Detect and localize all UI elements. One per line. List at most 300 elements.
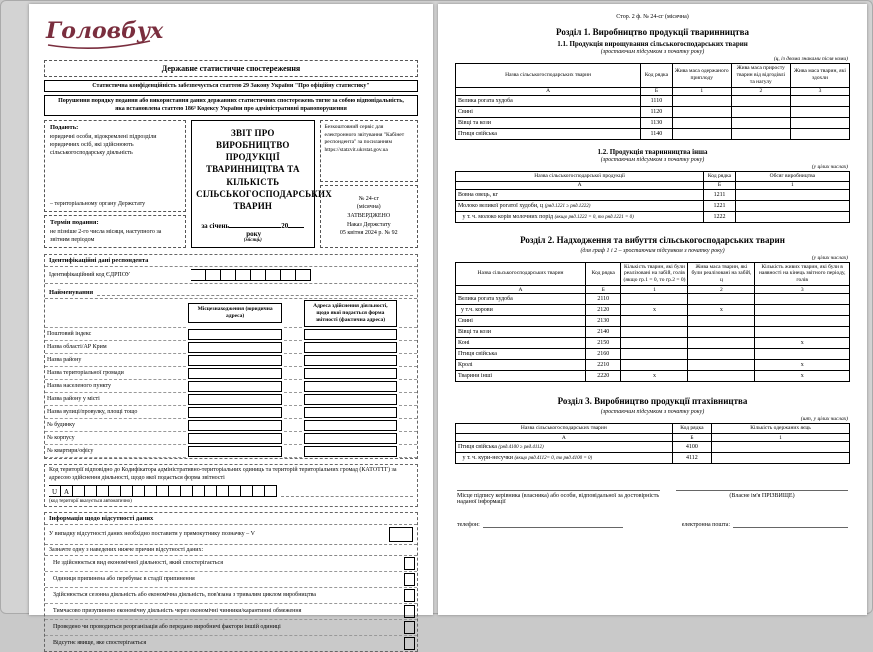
- address-row: [45, 341, 417, 354]
- absence-reason-checkbox[interactable]: [404, 621, 415, 634]
- letter-cell: Б: [586, 286, 621, 294]
- katottg-trailing-line: [281, 487, 413, 497]
- address-row-label: Назва району у місті: [45, 393, 186, 406]
- value-cell[interactable]: х: [688, 305, 755, 316]
- col-header: Кількість тварин, які були реалізовані на забій, голів (якщо гр.1 = 0, то гр.2 = 0): [621, 262, 688, 286]
- row-code: 1110: [641, 95, 673, 106]
- actual-address-input[interactable]: [304, 407, 397, 418]
- period-year: 20: [281, 222, 289, 230]
- col-header: Назва сільськогосподарських тварин: [456, 64, 641, 88]
- section3-title: Розділ 3. Виробництво продукції птахівництва: [557, 396, 748, 407]
- legal-address-header: Місцезнаходження (юридична адреса): [188, 303, 281, 323]
- absence-reason-checkbox[interactable]: [404, 637, 415, 650]
- absence-title: Інформація щодо відсутності даних: [45, 513, 417, 525]
- legal-address-input[interactable]: [188, 420, 281, 431]
- actual-address-input[interactable]: [304, 329, 397, 340]
- address-gap: [399, 328, 417, 341]
- edrpou-code-cells: [191, 269, 311, 281]
- value-cell[interactable]: [731, 128, 790, 139]
- address-row: [45, 406, 417, 419]
- edrpou-code-cell[interactable]: [266, 269, 281, 281]
- address-gap: [284, 299, 302, 328]
- katottg-code-cell[interactable]: [217, 485, 229, 497]
- actual-address-input[interactable]: [304, 433, 397, 444]
- katottg-code-cell[interactable]: [133, 485, 145, 497]
- value-cell[interactable]: [688, 371, 755, 382]
- katottg-code-cell[interactable]: [253, 485, 265, 497]
- animal-name: Кролі: [456, 360, 586, 371]
- value-cell[interactable]: х: [755, 371, 850, 382]
- address-gap: [284, 328, 302, 341]
- term-text: не пізніше 2-го числа місяця, наступного за звітним періодом: [50, 228, 162, 243]
- value-cell[interactable]: [688, 294, 755, 305]
- value-cell[interactable]: [731, 117, 790, 128]
- ident-section-title: Ідентифікаційні дані респондента: [45, 255, 417, 267]
- table-row: [456, 349, 850, 360]
- value-cell[interactable]: [790, 117, 849, 128]
- report-title-box: [191, 120, 332, 248]
- address-gap: [399, 367, 417, 380]
- edrpou-code-cell[interactable]: [281, 269, 296, 281]
- animal-name: Тварини інші: [456, 371, 586, 382]
- logo-text: Головбух: [46, 18, 164, 44]
- address-gap: [284, 367, 302, 380]
- value-cell[interactable]: [621, 349, 688, 360]
- katottg-code-cell[interactable]: [265, 485, 277, 497]
- absence-reason-label: Відсутнє явище, яке спостерігається: [53, 640, 147, 647]
- row-code: 2110: [586, 294, 621, 305]
- actual-address-input[interactable]: [304, 420, 397, 431]
- animal-name: Птиця свійська: [456, 128, 641, 139]
- legal-address-input[interactable]: [188, 407, 281, 418]
- actual-address-input[interactable]: [304, 368, 397, 379]
- col-header: Жива маса тварин, які здохли: [790, 64, 849, 88]
- address-row: [45, 445, 417, 458]
- value-cell[interactable]: [731, 106, 790, 117]
- submit-who: юридичні особи, відокремлені підрозділи юридичних осіб, які здійснюють сільськогосподарську діяльність: [50, 133, 157, 156]
- e-service-box: Безкоштовний сервіс для електронного звітування "Кабінет респондента" за посиланням https://statzvit.ukrstat.gov.ua: [320, 120, 418, 182]
- col-header: Код рядка: [704, 171, 736, 181]
- product-name-text: Молоко великої рогатої худоби, ц: [458, 202, 544, 209]
- name-label: Найменування: [49, 289, 94, 296]
- address-gap: [284, 393, 302, 406]
- katottg-code-cell[interactable]: [229, 485, 241, 497]
- row-formula: (ряд.4100 ≥ ряд.4112): [498, 445, 544, 450]
- signature-block: [455, 480, 850, 505]
- edrpou-code-cell[interactable]: [236, 269, 251, 281]
- table-section2-body: [456, 294, 850, 382]
- absence-reason-row: [45, 556, 417, 572]
- value-cell[interactable]: [790, 95, 849, 106]
- edrpou-row: [45, 267, 417, 284]
- submit-column: [44, 120, 186, 248]
- absence-reasons: [45, 556, 417, 651]
- animal-name: Вівці та кози: [456, 327, 586, 338]
- absence-reason-label: Не здійснюється вид економічної діяльності, який спостерігається: [53, 560, 223, 567]
- row-code: 2210: [586, 360, 621, 371]
- value-cell[interactable]: [790, 106, 849, 117]
- report-title: ЗВІТ ПРО ВИРОБНИЦТВО ПРОДУКЦІЇ ТВАРИННИЦТВА ТА КІЛЬКІСТЬ СІЛЬСЬКОГОСПОДАРСЬКИХ ТВАРИН: [196, 128, 332, 211]
- submit-title: Подають:: [50, 124, 79, 131]
- approval-box: [320, 185, 418, 249]
- col-header: Назва сільськогосподарських тварин: [456, 262, 586, 286]
- letter-cell: 2: [688, 286, 755, 294]
- table-section2-header: [456, 262, 850, 286]
- value-cell[interactable]: х: [755, 338, 850, 349]
- period-note: (місяць): [243, 238, 262, 243]
- address-gap: [284, 406, 302, 419]
- name-input-line[interactable]: [97, 286, 413, 296]
- value-cell[interactable]: [735, 200, 849, 211]
- absence-reason-row: [45, 572, 417, 588]
- letter-cell: 1: [621, 286, 688, 294]
- value-cell[interactable]: [621, 360, 688, 371]
- violation-notice: Порушення порядку подання або використання даних державних статистичних спостережень тягне за собою відповідальність, яка встановлена статтею 186³ Кодексу України про адміністративні правопорушення: [44, 95, 418, 116]
- signature-note: Місце підпису керівника (власника) або особи, відповідальної за достовірність наданої інформації: [457, 493, 660, 505]
- address-gap: [399, 406, 417, 419]
- legal-address-input[interactable]: [188, 446, 281, 457]
- address-gap: [399, 445, 417, 458]
- form-page-1: [29, 4, 433, 647]
- value-cell[interactable]: [712, 453, 850, 464]
- absence-instruction: У випадку відсутності даних необхідно поставити у прямокутнику позначку – V: [49, 531, 256, 538]
- address-gap: [284, 432, 302, 445]
- section3-note: (зростаючим підсумком з початку року): [600, 409, 705, 416]
- address-gap: [399, 419, 417, 432]
- name-line[interactable]: [676, 480, 848, 491]
- phone-input-line[interactable]: [483, 519, 623, 528]
- value-cell[interactable]: [735, 211, 849, 222]
- value-cell[interactable]: х: [621, 305, 688, 316]
- edrpou-label: Ідентифікаційний код ЄДРПОУ: [49, 272, 130, 278]
- form-header-columns: [44, 120, 418, 248]
- value-cell[interactable]: [688, 360, 755, 371]
- table-row: [456, 371, 850, 382]
- address-row: [45, 367, 417, 380]
- katottg-code-cell[interactable]: [121, 485, 133, 497]
- address-row: [45, 354, 417, 367]
- row-code: 1140: [641, 128, 673, 139]
- katottg-code-cell[interactable]: [85, 485, 97, 497]
- value-cell[interactable]: [672, 128, 731, 139]
- animal-name: Птиця свійська: [456, 349, 586, 360]
- table-1-2: [455, 171, 850, 223]
- table-1-1-header: [456, 64, 850, 88]
- table11-title: 1.1. Продукція вирощування сільськогосподарських тварин: [557, 40, 748, 48]
- address-gap: [284, 341, 302, 354]
- letter-cell: А: [456, 434, 673, 442]
- value-cell[interactable]: [735, 189, 849, 200]
- letter-cell: Б: [641, 87, 673, 95]
- letter-cell: 1: [735, 181, 849, 189]
- value-cell[interactable]: [755, 305, 850, 316]
- section2-note: (для граф 1 і 2 – зростаючим підсумком з початку року): [580, 247, 725, 254]
- letter-cell: Б: [704, 181, 736, 189]
- table11-unit: (ц, із двома знаками після коми): [773, 56, 848, 62]
- table-row: [456, 189, 850, 200]
- report-period: [196, 220, 309, 243]
- katottg-code-cell[interactable]: [73, 485, 85, 497]
- edrpou-code-cell[interactable]: [191, 269, 206, 281]
- table-row: [456, 106, 850, 117]
- email-field: [682, 519, 848, 528]
- col-header: Назва сільськогосподарських тварин: [456, 424, 673, 434]
- table-section2-letter-row: [456, 286, 850, 294]
- table-row: [456, 327, 850, 338]
- value-cell[interactable]: [712, 442, 850, 453]
- letter-cell: А: [456, 286, 586, 294]
- animal-name: Вівці та кози: [456, 117, 641, 128]
- address-row-label: Назва вулиці/провулку, площі тощо: [45, 406, 186, 419]
- row-formula: (ряд.1221 ≥ ряд.1222): [544, 203, 591, 209]
- absence-reason-checkbox[interactable]: [404, 605, 415, 618]
- table-1-1: [455, 63, 850, 140]
- table12-note: (зростаючим підсумком з початку року): [600, 156, 705, 163]
- address-gap: [284, 445, 302, 458]
- absence-reason-checkbox[interactable]: [404, 573, 415, 586]
- respondent-name-row: [45, 284, 417, 299]
- period-year-line[interactable]: [288, 220, 304, 228]
- report-title-column: [191, 120, 332, 248]
- katottg-code-cell[interactable]: [169, 485, 181, 497]
- col-header: Жива маса одержаного приплоду: [672, 64, 731, 88]
- col-header: Кількість одержаних яєць: [712, 424, 850, 434]
- legal-address-input[interactable]: [188, 394, 281, 405]
- katottg-code-cell[interactable]: A: [61, 485, 73, 497]
- address-gap: [284, 380, 302, 393]
- table-row: [456, 211, 850, 222]
- value-cell[interactable]: [790, 128, 849, 139]
- legal-address-input[interactable]: [188, 342, 281, 353]
- product-name: [456, 200, 704, 211]
- value-cell[interactable]: х: [755, 360, 850, 371]
- actual-address-input[interactable]: [304, 446, 397, 457]
- address-row-label: Назва населеного пункту: [45, 380, 186, 393]
- address-row: [45, 328, 417, 341]
- value-cell[interactable]: [688, 316, 755, 327]
- legal-address-input[interactable]: [188, 329, 281, 340]
- absence-choose: Зазначте одну з наведених нижче причин відсутності даних:: [45, 545, 417, 556]
- legal-address-input[interactable]: [188, 433, 281, 444]
- address-gap: [284, 354, 302, 367]
- signature-line[interactable]: [457, 480, 660, 491]
- legal-address-input[interactable]: [188, 381, 281, 392]
- value-cell[interactable]: х: [621, 371, 688, 382]
- approval-column: [320, 120, 418, 248]
- term-title: Термін подання:: [50, 219, 99, 227]
- katottg-code-cell[interactable]: [145, 485, 157, 497]
- name-note: (Власне ім'я ПРІЗВИЩЕ): [729, 493, 795, 499]
- confidentiality-notice: Статистична конфіденційність забезпечується статтею 29 Закону України "Про офіційну статистику": [44, 80, 418, 92]
- section1-title: Розділ 1. Виробництво продукції тваринництва: [556, 27, 749, 37]
- col-header: Жива маса тварин, які були реалізовані на забій, ц: [688, 262, 755, 286]
- table12-title: 1.2. Продукція тваринництва інша: [597, 147, 708, 156]
- address-table: [45, 299, 417, 458]
- animal-name: Велика рогата худоба: [456, 294, 586, 305]
- table-row: [456, 316, 850, 327]
- col-header: Назва сільськогосподарської продукції: [456, 171, 704, 181]
- address-row: [45, 419, 417, 432]
- col-header: Код рядка: [641, 64, 673, 88]
- value-cell[interactable]: [621, 294, 688, 305]
- absence-reason-row: [45, 636, 417, 651]
- table-1-2-letter-row: [456, 181, 850, 189]
- table-section3-body: [456, 442, 850, 464]
- table-row: [456, 95, 850, 106]
- animal-name-text: Птиця свійська: [458, 444, 497, 450]
- absence-reason-checkbox[interactable]: [404, 589, 415, 602]
- value-cell[interactable]: [672, 106, 731, 117]
- product-name-text: Вовна овець, кг: [458, 191, 498, 198]
- value-cell[interactable]: [688, 327, 755, 338]
- approval-line: № 24-сг: [358, 195, 379, 202]
- address-header-row: [45, 299, 417, 328]
- edrpou-code-cell[interactable]: [296, 269, 311, 281]
- value-cell[interactable]: [672, 117, 731, 128]
- table-section3: [455, 423, 850, 464]
- address-row: [45, 432, 417, 445]
- row-code: 2140: [586, 327, 621, 338]
- row-code: 1211: [704, 189, 736, 200]
- row-code: 1222: [704, 211, 736, 222]
- value-cell[interactable]: [755, 316, 850, 327]
- golovbukh-logo: [42, 14, 420, 58]
- katottg-code-cell[interactable]: [241, 485, 253, 497]
- actual-address-input[interactable]: [304, 342, 397, 353]
- table12-unit: (у цілих числах): [811, 163, 848, 170]
- period-month-line[interactable]: [229, 220, 281, 228]
- no-data-checkbox[interactable]: [389, 527, 413, 542]
- address-gap: [284, 419, 302, 432]
- absence-reason-row: [45, 588, 417, 604]
- table-section3-letter-row: [456, 434, 850, 442]
- katottg-code-cell[interactable]: [97, 485, 109, 497]
- table-row: [456, 128, 850, 139]
- actual-address-input[interactable]: [304, 381, 397, 392]
- state-observation-banner: Державне статистичне спостереження: [44, 60, 418, 77]
- table-row: [456, 338, 850, 349]
- value-cell[interactable]: [755, 349, 850, 360]
- row-code: 1120: [641, 106, 673, 117]
- katottg-code-cell[interactable]: [109, 485, 121, 497]
- animal-name: у т.ч. корови: [456, 305, 586, 316]
- row-code: 2160: [586, 349, 621, 360]
- letter-cell: А: [456, 87, 641, 95]
- value-cell[interactable]: [755, 294, 850, 305]
- katottg-code-cell[interactable]: [181, 485, 193, 497]
- animal-name: [456, 453, 673, 464]
- product-name: [456, 189, 704, 200]
- legal-address-input[interactable]: [188, 368, 281, 379]
- table-section2: [455, 262, 850, 383]
- address-gap: [399, 393, 417, 406]
- section2-title: Розділ 2. Надходження та вибуття сільськогосподарських тварин: [520, 234, 785, 245]
- edrpou-code-cell[interactable]: [221, 269, 236, 281]
- period-suffix: року: [246, 230, 262, 238]
- actual-address-header: Адреса здійснення діяльності, щодо якої подається форма звітності (фактична адреса): [304, 300, 397, 327]
- email-input-line[interactable]: [733, 519, 848, 528]
- value-cell[interactable]: [621, 338, 688, 349]
- animal-name: Коні: [456, 338, 586, 349]
- table-1-1-body: [456, 95, 850, 139]
- form-page-2: [438, 4, 867, 615]
- value-cell[interactable]: [688, 338, 755, 349]
- value-cell[interactable]: [755, 327, 850, 338]
- katottg-code-cells: [49, 485, 277, 497]
- absence-reason-row: [45, 604, 417, 620]
- col-header: Код рядка: [672, 424, 711, 434]
- address-row-label: № будинку: [45, 419, 186, 432]
- katottg-code-cell[interactable]: [205, 485, 217, 497]
- row-code: 4100: [672, 442, 711, 453]
- absence-reason-label: Тимчасово призупинено економічну діяльність через економічні чинники/карантинні обмеження: [53, 608, 302, 615]
- col-header: Жива маса приросту тварин від відгодівлі та нагулу: [731, 64, 790, 88]
- absence-reason-label: Проведено чи проводиться реорганізація або передано виробничі фактори іншій одиниці: [53, 624, 281, 631]
- signature-right: [676, 480, 848, 505]
- absence-reason-label: Здійснюється сезонна діяльність або економічна діяльність, пов'язана з тривалим циклом виробництва: [53, 592, 316, 599]
- table-row: [456, 360, 850, 371]
- address-gap: [399, 341, 417, 354]
- animal-name: [456, 442, 673, 453]
- letter-cell: 2: [731, 87, 790, 95]
- absence-reason-label: Одиниця припинена або перебуває в стадії припинення: [53, 576, 195, 583]
- katottg-code-cell[interactable]: [157, 485, 169, 497]
- submit-to: – територіальному органу Держстату: [50, 200, 146, 207]
- table-row: [456, 294, 850, 305]
- actual-address-input[interactable]: [304, 355, 397, 366]
- address-header-spacer: [45, 299, 186, 328]
- page2-header: Стор. 2 ф. № 24-сг (місячна): [616, 14, 689, 20]
- katottg-text: Код території відповідно до Кодифікатора адміністративно-територіальних одиниць та територій територіальних громад (КАТОТТГ) за адресою здійснення діяльності, щодо якої подається форма звітності: [49, 467, 397, 481]
- table11-note: (зростаючим підсумком з початку року): [600, 49, 705, 55]
- absence-section: [44, 512, 418, 652]
- address-gap: [399, 432, 417, 445]
- value-cell[interactable]: [731, 95, 790, 106]
- address-row: [45, 380, 417, 393]
- value-cell[interactable]: [672, 95, 731, 106]
- value-cell[interactable]: [688, 349, 755, 360]
- email-label: електронна пошта:: [681, 522, 730, 528]
- legal-address-input[interactable]: [188, 355, 281, 366]
- col-header: Кількість живих тварин, які були в наявності на кінець звітного періоду, голів: [755, 262, 850, 286]
- address-row: [45, 393, 417, 406]
- address-row-label: № квартири/офісу: [45, 445, 186, 458]
- value-cell[interactable]: [621, 327, 688, 338]
- absence-reason-row: [45, 620, 417, 636]
- letter-cell: А: [456, 181, 704, 189]
- letter-cell: 1: [712, 434, 850, 442]
- katottg-code-cell[interactable]: [193, 485, 205, 497]
- letter-cell: 3: [755, 286, 850, 294]
- submit-box: [44, 120, 186, 212]
- value-cell[interactable]: [621, 316, 688, 327]
- product-name-text: у т. ч. молоко корів молочних порід: [458, 213, 554, 220]
- animal-name: Велика рогата худоба: [456, 95, 641, 106]
- address-row-label: № корпусу: [45, 432, 186, 445]
- row-formula: (якщо ряд.4112= 0, то ряд.4100 = 0): [514, 456, 593, 461]
- product-name: [456, 211, 704, 222]
- absence-reason-checkbox[interactable]: [404, 557, 415, 570]
- row-code: 2130: [586, 316, 621, 327]
- row-code: 1130: [641, 117, 673, 128]
- edrpou-code-cell[interactable]: [251, 269, 266, 281]
- letter-cell: 3: [790, 87, 849, 95]
- katottg-code-cell[interactable]: U: [49, 485, 61, 497]
- edrpou-code-cell[interactable]: [206, 269, 221, 281]
- address-gap: [399, 299, 417, 328]
- actual-address-input[interactable]: [304, 394, 397, 405]
- term-box: [44, 215, 186, 248]
